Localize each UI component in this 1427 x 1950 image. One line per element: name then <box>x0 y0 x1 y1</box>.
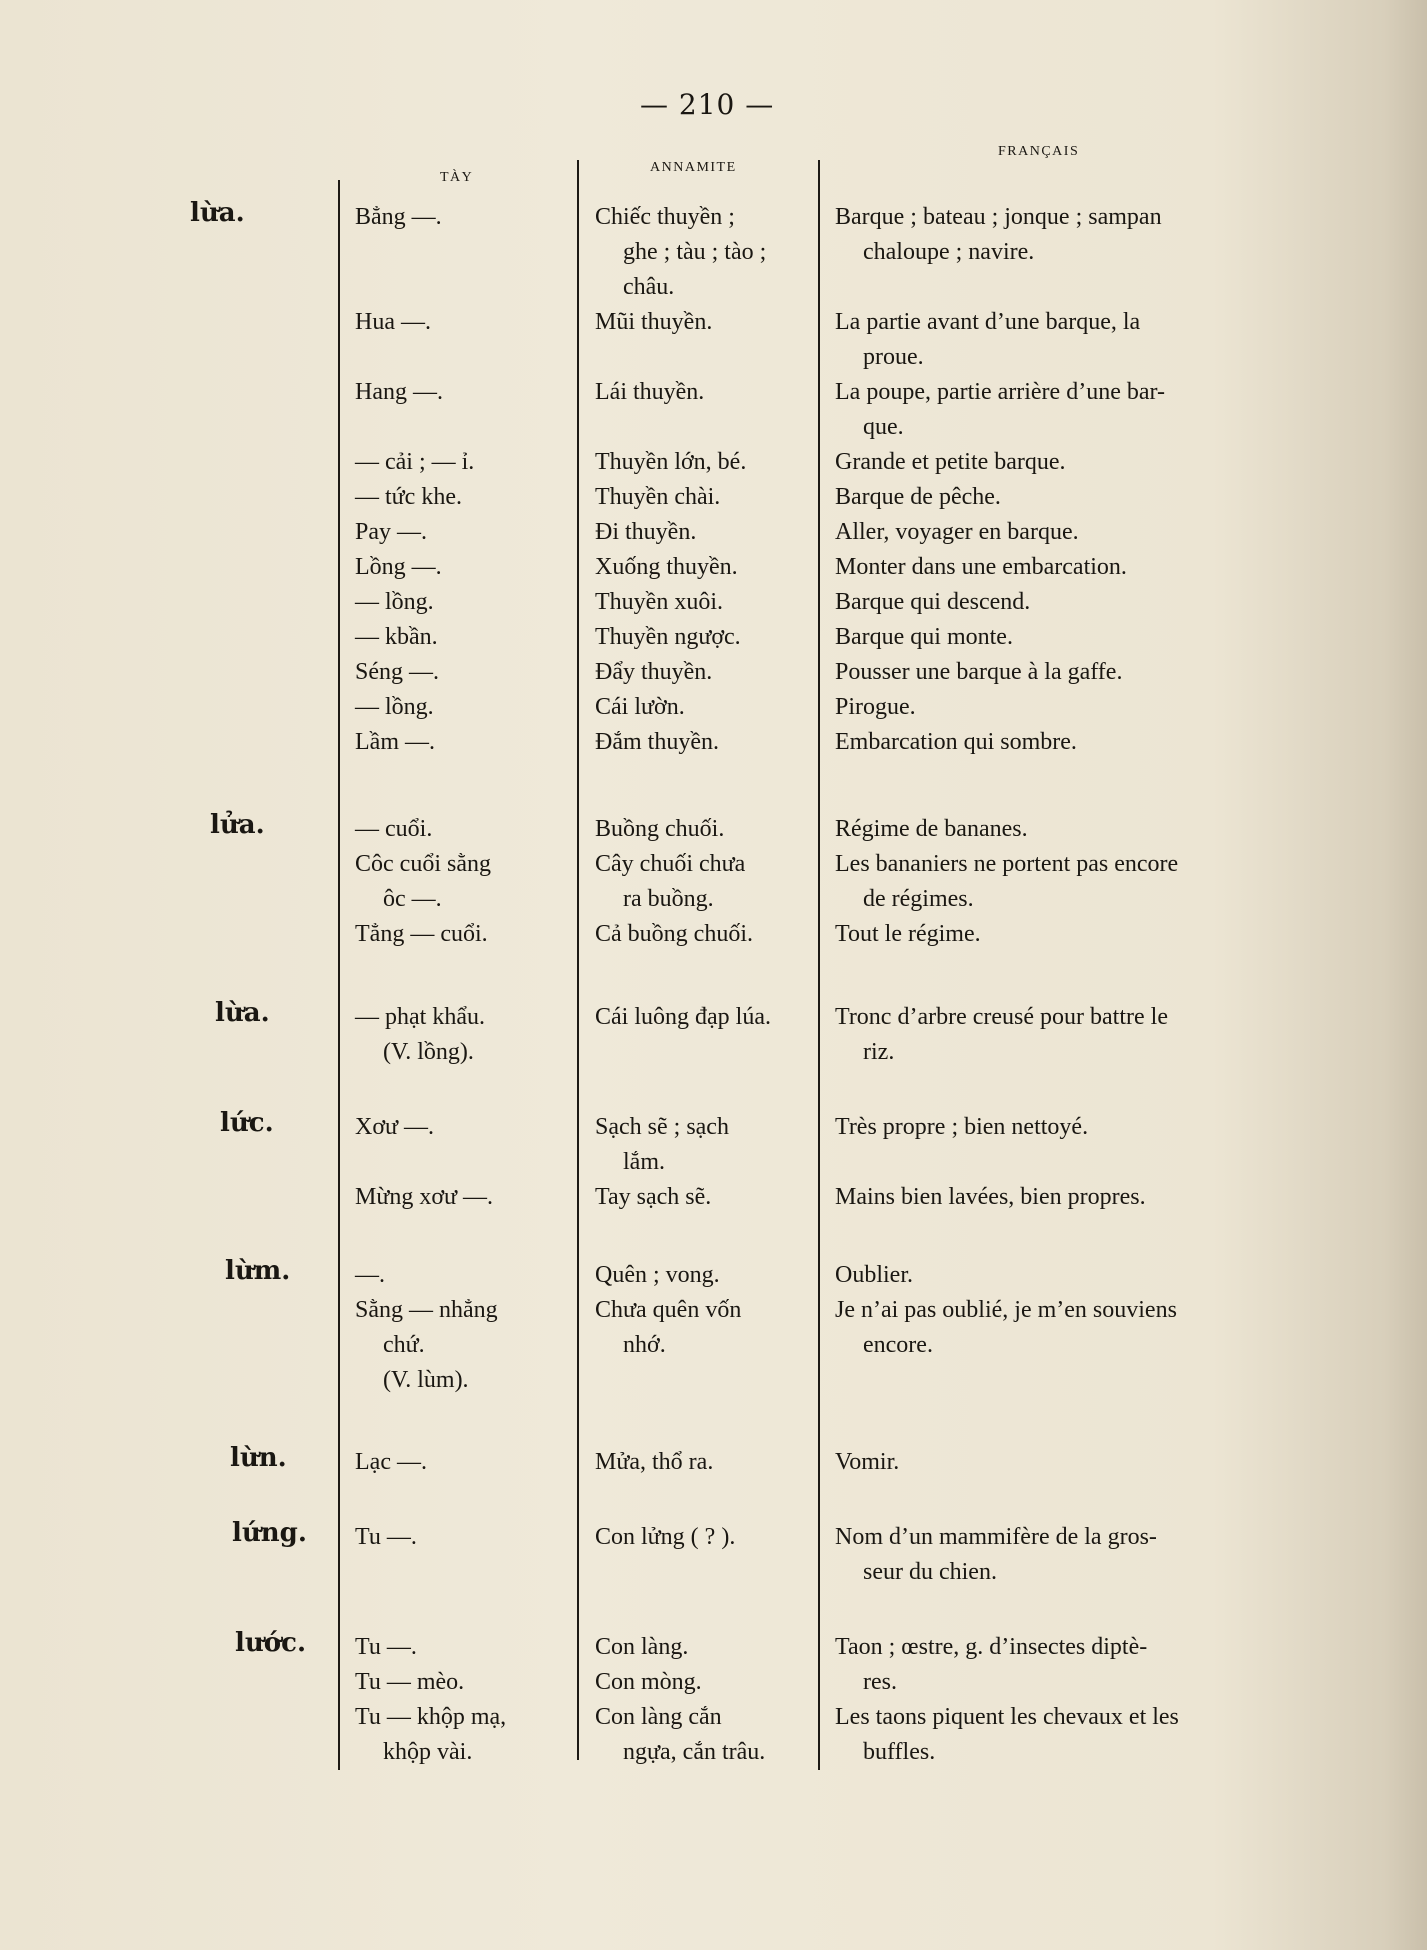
annamite-line: Thuyền lớn, bé. <box>595 449 747 475</box>
annamite-line: Tay sạch sẽ. <box>595 1184 712 1210</box>
column-rule-3 <box>818 160 820 1770</box>
annamite-line: lắm. <box>623 1149 665 1175</box>
francais-line: Les bananiers ne portent pas encore <box>835 851 1179 877</box>
francais-line: Mains bien lavées, bien propres. <box>835 1184 1146 1210</box>
francais-line: chaloupe ; navire. <box>863 239 1035 265</box>
annamite-line: Quên ; vong. <box>595 1262 720 1288</box>
francais-line: La poupe, partie arrière d’une bar- <box>835 379 1165 405</box>
annamite-line: ra buồng. <box>623 886 714 912</box>
annamite-cell <box>595 1110 810 1215</box>
tay-line: — kbần. <box>355 624 438 650</box>
francais-line: Régime de bananes. <box>835 816 1028 842</box>
tay-line: Hua —. <box>355 309 431 335</box>
tay-line: Tu —. <box>355 1634 417 1660</box>
tay-line: Xơư —. <box>355 1114 435 1140</box>
tay-cell <box>355 1445 570 1480</box>
tay-line: —. <box>355 1262 385 1288</box>
tay-line: Tẳng — cuổi. <box>355 921 488 947</box>
tay-line: Bẳng —. <box>355 204 442 230</box>
annamite-line: Con lửng ( ? ). <box>595 1524 736 1550</box>
headword: lức. <box>220 1108 274 1138</box>
annamite-line: Con mòng. <box>595 1669 702 1695</box>
francais-line: buffles. <box>863 1739 936 1765</box>
francais-line: Oublier. <box>835 1262 913 1288</box>
francais-line: Barque qui monte. <box>835 624 1013 650</box>
tay-line: Mừng xơư —. <box>355 1184 494 1210</box>
tay-line <box>355 410 570 445</box>
headword: lứng. <box>232 1518 307 1548</box>
annamite-line: Thuyền chài. <box>595 484 721 510</box>
tay-cell <box>355 1000 570 1070</box>
francais-line: Barque ; bateau ; jonque ; sampan <box>835 204 1162 230</box>
annamite-cell <box>595 1520 810 1555</box>
francais-line: encore. <box>863 1332 933 1358</box>
header-annamite: ANNAMITE <box>650 160 737 175</box>
tay-line: Lầm —. <box>355 729 435 755</box>
headword: lước. <box>235 1628 307 1658</box>
annamite-line: Sạch sẽ ; sạch <box>595 1114 729 1140</box>
annamite-line: châu. <box>623 274 675 300</box>
francais-line: Embarcation qui sombre. <box>835 729 1077 755</box>
annamite-line: Cái lườn. <box>595 694 685 720</box>
annamite-line: Cây chuối chưa <box>595 851 746 877</box>
annamite-cell <box>595 1445 810 1480</box>
francais-line: Pousser une barque à la gaffe. <box>835 659 1123 685</box>
tay-line: Tu — mèo. <box>355 1669 465 1695</box>
tay-line: — phạt khẩu. <box>355 1004 485 1030</box>
francais-line: Taon ; œstre, g. d’insectes diptè- <box>835 1634 1148 1660</box>
annamite-cell <box>595 200 810 760</box>
annamite-cell <box>595 812 810 952</box>
annamite-line: Thuyền ngược. <box>595 624 741 650</box>
francais-line: Barque de pêche. <box>835 484 1001 510</box>
headword: lừm. <box>225 1256 291 1286</box>
headword: lừa. <box>215 998 270 1028</box>
tay-line: — cải ; — ỉ. <box>355 449 475 475</box>
francais-line: Barque qui descend. <box>835 589 1031 615</box>
francais-line: de régimes. <box>863 886 974 912</box>
annamite-line: Con làng cắn <box>595 1704 722 1730</box>
tay-cell <box>355 1630 570 1770</box>
tay-line: — lồng. <box>355 589 434 615</box>
header-tay: TÀY <box>440 170 474 185</box>
annamite-line: Thuyền xuôi. <box>595 589 723 615</box>
francais-line: Monter dans une embarcation. <box>835 554 1127 580</box>
annamite-line: Mũi thuyền. <box>595 309 713 335</box>
francais-line: riz. <box>863 1039 895 1065</box>
francais-line: Je n’ai pas oublié, je m’en souviens <box>835 1297 1177 1323</box>
francais-cell <box>835 1445 1390 1480</box>
header-francais: FRANÇAIS <box>998 144 1080 159</box>
francais-line: Vomir. <box>835 1449 900 1475</box>
annamite-line: Chưa quên vốn <box>595 1297 742 1323</box>
tay-line: — cuổi. <box>355 816 433 842</box>
tay-line: Séng —. <box>355 659 439 685</box>
francais-cell <box>835 1110 1390 1215</box>
annamite-line: Đắm thuyền. <box>595 729 719 755</box>
tay-line: Lồng —. <box>355 554 442 580</box>
francais-line: res. <box>863 1669 897 1695</box>
annamite-line: ngựa, cắn trâu. <box>623 1739 766 1765</box>
annamite-line: Cả buồng chuối. <box>595 921 753 947</box>
column-rule-1 <box>338 180 340 1770</box>
francais-line: seur du chien. <box>863 1559 997 1585</box>
annamite-line: Lái thuyền. <box>595 379 705 405</box>
francais-line: Grande et petite barque. <box>835 449 1066 475</box>
tay-line: Lạc —. <box>355 1449 427 1475</box>
francais-line: proue. <box>863 344 924 370</box>
tay-cell <box>355 812 570 952</box>
annamite-line: Chiếc thuyền ; <box>595 204 735 230</box>
annamite-line: Đi thuyền. <box>595 519 697 545</box>
annamite-line: Buồng chuối. <box>595 816 725 842</box>
francais-cell <box>835 1630 1390 1770</box>
francais-line: Nom d’un mammifère de la gros- <box>835 1524 1157 1550</box>
tay-line: Hang —. <box>355 379 443 405</box>
tay-line: chứ. <box>383 1332 425 1358</box>
francais-cell <box>835 1000 1390 1070</box>
tay-line <box>355 235 570 270</box>
tay-cell <box>355 1258 570 1398</box>
tay-line <box>355 1145 570 1180</box>
annamite-line: Mửa, thổ ra. <box>595 1449 714 1475</box>
tay-line: khộp vài. <box>383 1739 473 1765</box>
headword: lừa. <box>190 198 245 228</box>
tay-line: — tức khe. <box>355 484 462 510</box>
annamite-line <box>595 340 810 375</box>
francais-line: Les taons piquent les chevaux et les <box>835 1704 1179 1730</box>
annamite-cell <box>595 1258 810 1363</box>
francais-line: Tout le régime. <box>835 921 981 947</box>
tay-cell <box>355 1110 570 1215</box>
annamite-line <box>595 410 810 445</box>
francais-cell <box>835 200 1390 760</box>
francais-line: Pirogue. <box>835 694 916 720</box>
annamite-cell <box>595 1630 810 1770</box>
francais-line <box>835 270 1390 305</box>
column-rule-2 <box>577 160 579 1760</box>
francais-cell <box>835 1520 1390 1590</box>
tay-line: Sằng — nhẳng <box>355 1297 498 1323</box>
tay-line <box>355 340 570 375</box>
annamite-line: Xuống thuyền. <box>595 554 738 580</box>
tay-cell <box>355 1520 570 1555</box>
annamite-line: ghe ; tàu ; tào ; <box>623 239 767 265</box>
tay-line: (V. lùm). <box>383 1367 469 1393</box>
headword: lừn. <box>230 1443 287 1473</box>
tay-line: Côc cuổi sằng <box>355 851 491 877</box>
francais-cell <box>835 1258 1390 1363</box>
tay-line: ôc —. <box>383 886 442 912</box>
tay-line: — lồng. <box>355 694 434 720</box>
tay-line <box>355 270 570 305</box>
annamite-line: nhớ. <box>623 1332 666 1358</box>
francais-line: que. <box>863 414 904 440</box>
francais-line: Aller, voyager en barque. <box>835 519 1079 545</box>
annamite-cell <box>595 1000 810 1035</box>
page-number: — 210 — <box>640 88 775 121</box>
francais-line: Très propre ; bien nettoyé. <box>835 1114 1089 1140</box>
tay-line: (V. lồng). <box>383 1039 474 1065</box>
annamite-line: Đẩy thuyền. <box>595 659 713 685</box>
francais-cell <box>835 812 1390 952</box>
francais-line <box>835 1145 1390 1180</box>
tay-line: Pay —. <box>355 519 427 545</box>
francais-line: La partie avant d’une barque, la <box>835 309 1141 335</box>
tay-line: Tu — khộp mạ, <box>355 1704 507 1730</box>
tay-line: Tu —. <box>355 1524 417 1550</box>
annamite-line: Con làng. <box>595 1634 689 1660</box>
francais-line: Tronc d’arbre creusé pour battre le <box>835 1004 1168 1030</box>
tay-cell <box>355 200 570 760</box>
annamite-line: Cái luông đạp lúa. <box>595 1004 771 1030</box>
headword: lửa. <box>210 810 265 840</box>
